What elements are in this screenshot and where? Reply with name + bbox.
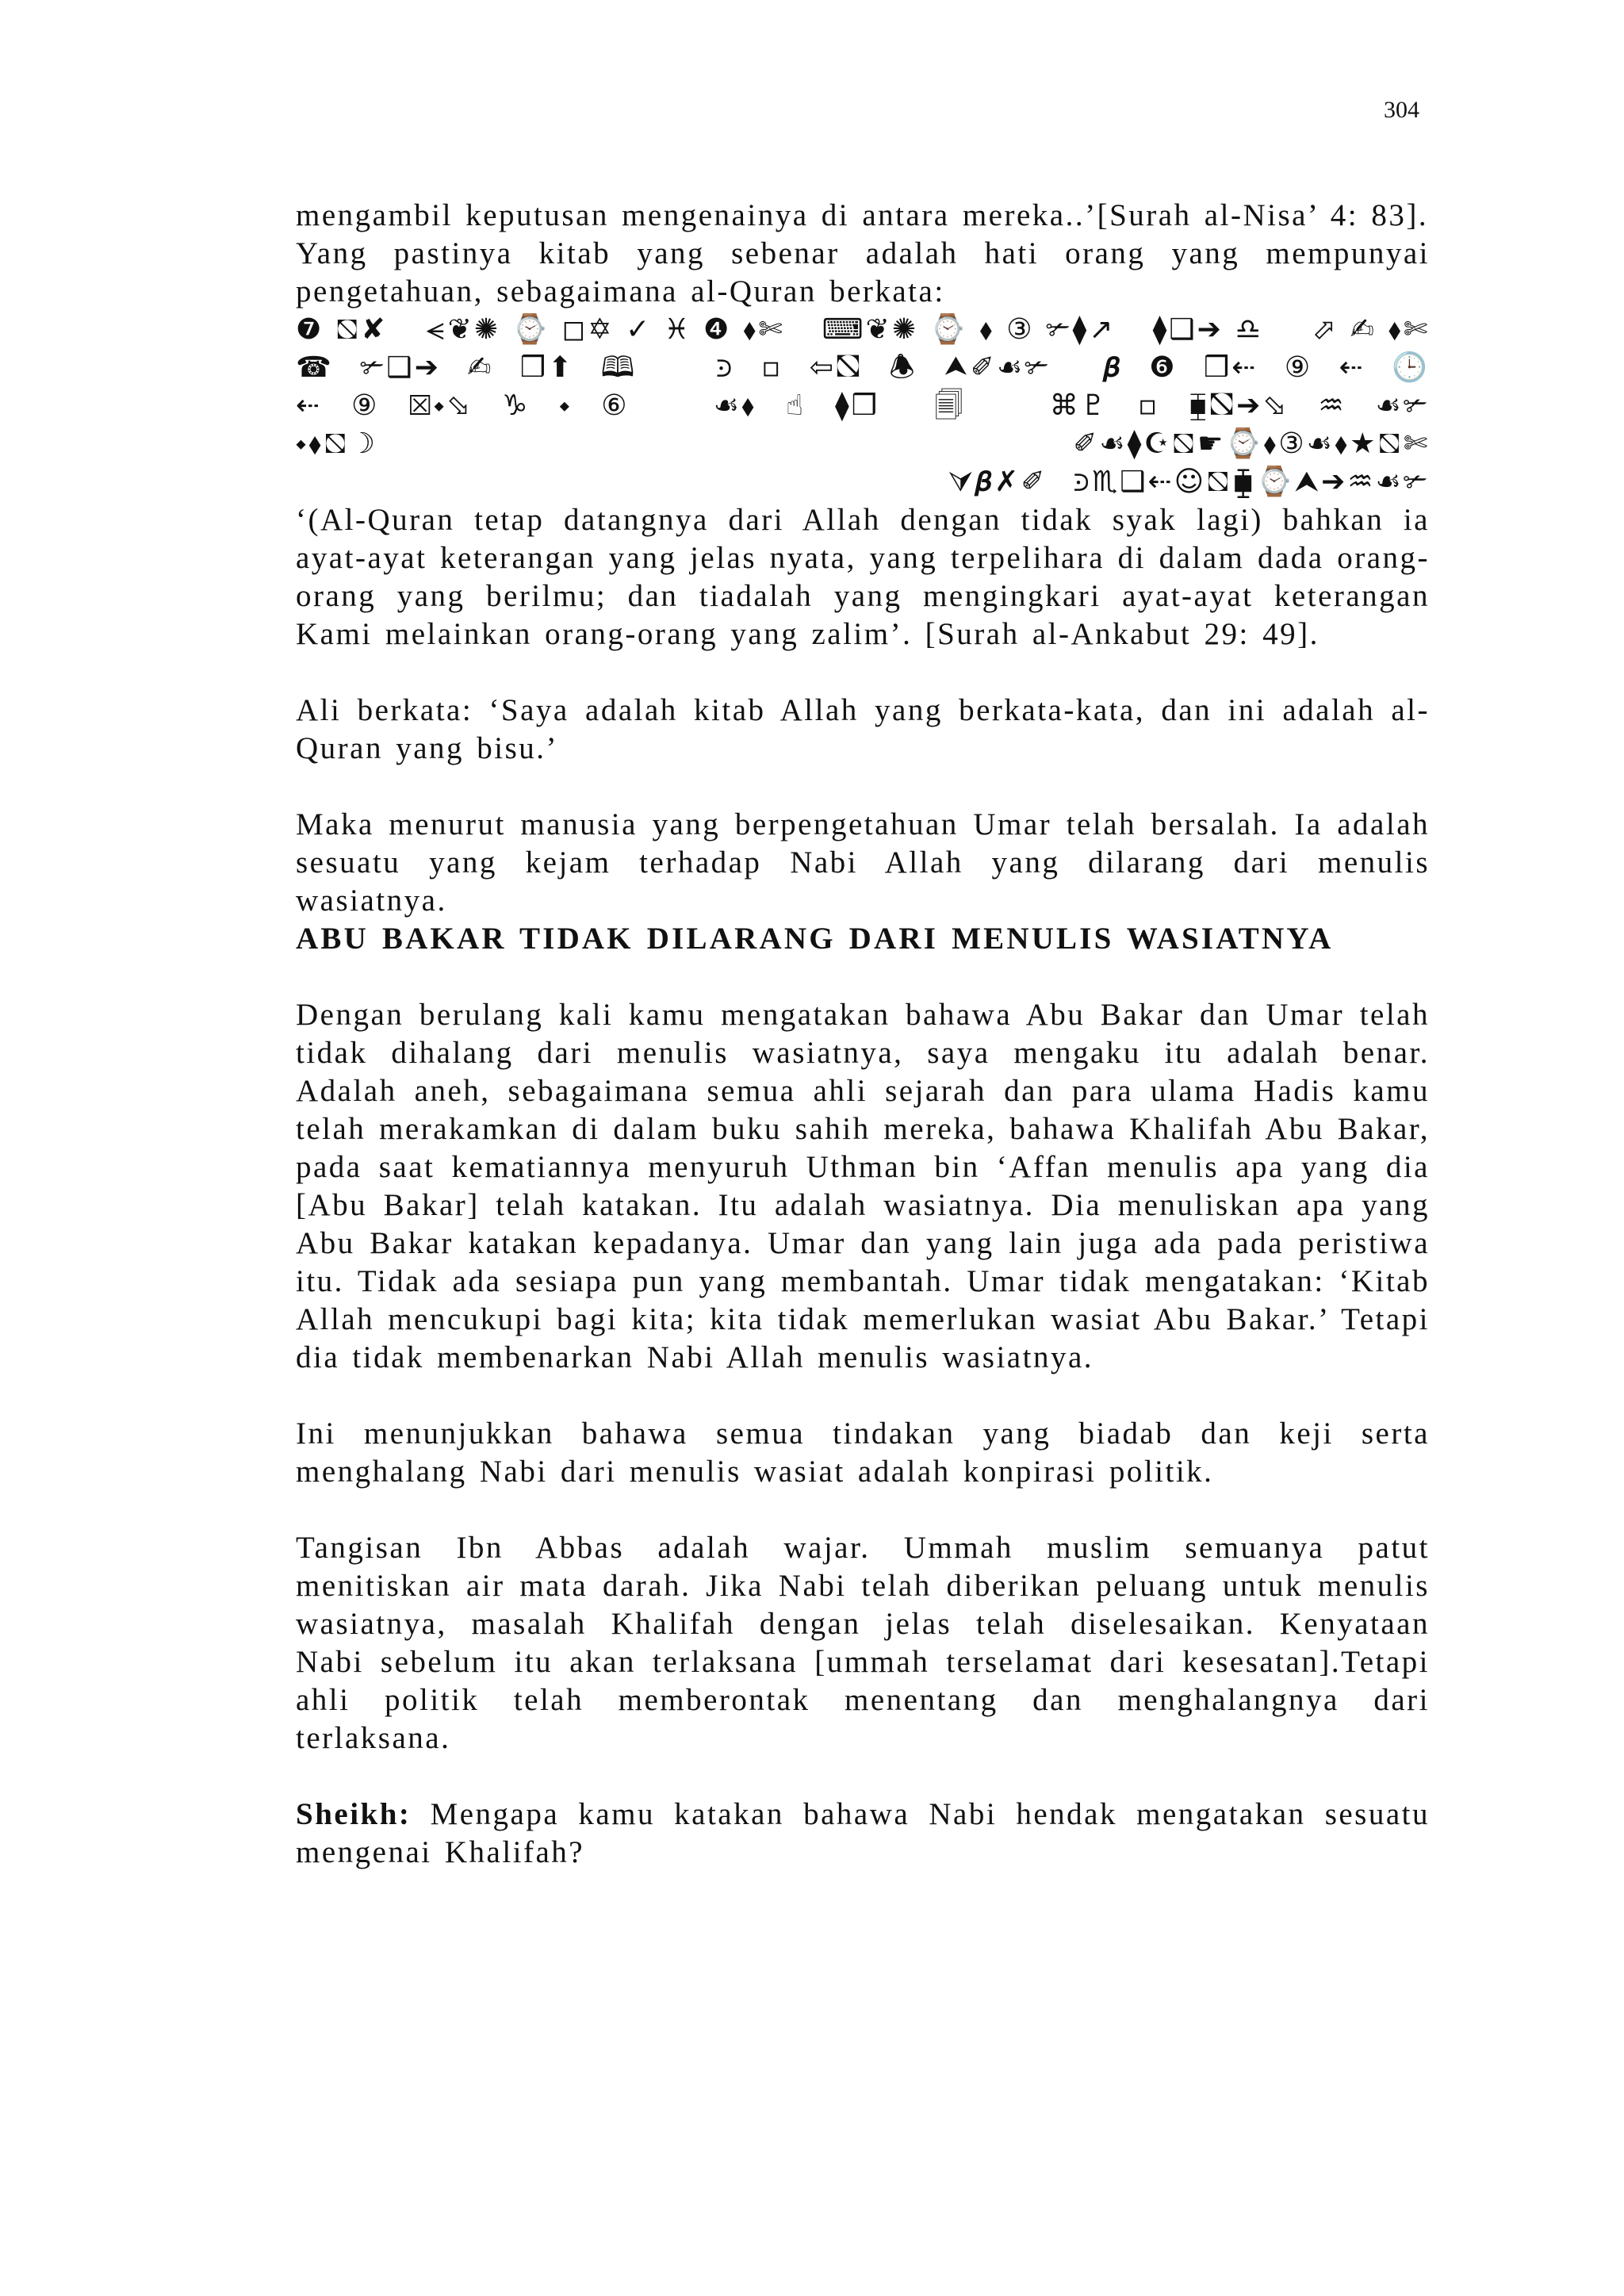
speaker-label: Sheikh:	[296, 1797, 412, 1831]
paragraph-3: ‘(Al-Quran tetap datangnya dari Allah dengan tidak syak lagi) bahkan ia ayat-ayat keterangan yang jelas nyata, yang terpelihara di dalam dada orang-orang yang berilmu; dan tiadalah yang mengingkari ayat-ayat keterangan Kami melainkan orang-orang yang zalim’. [Surah al-Ankabut 29: 49].	[296, 503, 1430, 651]
verse-line-6: ⮛𝜷✗✐ ⪾♏❑⇠☺⛞⧯⌚⮝➔♒☙✃	[948, 466, 1430, 498]
verse-line-5: ✐☙⧫☪⛞☛⌚⬧③☙⬧★⛞✄	[1073, 427, 1430, 460]
paragraph-2: Yang pastinya kitab yang sebenar adalah hati orang yang mempunyai pengetahuan, sebagaimana al-Quran berkata:	[296, 236, 1430, 309]
paragraph-4: Ali berkata: ‘Saya adalah kitab Allah yang berkata-kata, dan ini adalah al-Quran yang bisu.’	[296, 693, 1430, 765]
section-heading: ABU BAKAR TIDAK DILARANG DARI MENULIS WASIATNYA	[296, 922, 1334, 956]
quran-verse-glyphs	[296, 311, 1430, 501]
speaker-text: Mengapa kamu katakan bahawa Nabi hendak mengatakan sesuatu mengenai Khalifah?	[296, 1797, 1430, 1869]
paragraph-7: Ini menunjukkan bahawa semua tindakan yang biadab dan keji serta menghalang Nabi dari menulis wasiat adalah konpirasi politik.	[296, 1416, 1430, 1489]
paragraph-8: Tangisan Ibn Abbas adalah wajar. Ummah muslim semuanya patut menitiskan air mata darah. Jika Nabi telah diberikan peluang untuk menulis wasiatnya, masalah Khalifah dengan jelas telah diselesaikan. Kenyataan Nabi sebelum itu akan terlaksana [ummah terselamat dari kesesatan].Tetapi ahli politik telah memberontak menentang dan menghalangnya dari terlaksana.	[296, 1531, 1430, 1755]
document-body	[296, 197, 1430, 1872]
paragraph-5: Maka menurut manusia yang berpengetahuan Umar telah bersalah. Ia adalah sesuatu yang kejam terhadap Nabi Allah yang dilarang dari menulis wasiatnya.	[296, 807, 1430, 918]
page-number: 304	[1384, 97, 1419, 123]
verse-line-2: ☎✃❑➔✍❒⬆🕮 ⪾▫⇦⛞🕭⮝✐☙✃ 𝜷❻❒⇠⑨⇠🕒	[296, 351, 1430, 384]
paragraph-9	[296, 1796, 1430, 1872]
paragraph-1: mengambil keputusan mengenainya di antara mereka..’[Surah al-Nisa’ 4: 83].	[296, 198, 1429, 232]
verse-line-4: ⬩⬧⛞☽	[296, 427, 377, 460]
verse-line-1: ❼⛞✘ ⪪❦✺⌚◻✡✓♓❹⬧✄ ⌨❦✺⌚⬧③✃⧫↗ ⧫❑➔♎ ⬀✍⬧✄	[296, 313, 1430, 346]
verse-line-3: ⇠⑨⮽⬩⬂♑⬩⑥ ☙⬧☝⧫❒ 🗐 ⌘♇▫⧯⛞➔⬂♒☙✃	[296, 389, 1430, 422]
paragraph-6: Dengan berulang kali kamu mengatakan bahawa Abu Bakar dan Umar telah tidak dihalang dari menulis wasiatnya, saya mengaku itu adalah benar. Adalah aneh, sebagaimana semua ahli sejarah dan para ulama Hadis kamu telah merakamkan di dalam buku sahih mereka, bahawa Khalifah Abu Bakar, pada saat kematiannya menyuruh Uthman bin ‘Affan menulis apa yang dia [Abu Bakar] telah katakan. Itu adalah wasiatnya. Dia menuliskan apa yang Abu Bakar katakan kepadanya. Umar dan yang lain juga ada pada peristiwa itu. Tidak ada sesiapa pun yang membantah. Umar tidak mengatakan: ‘Kitab Allah mencukupi bagi kita; kita tidak memerlukan wasiat Abu Bakar.’ Tetapi dia tidak membenarkan Nabi Allah menulis wasiatnya.	[296, 998, 1430, 1374]
